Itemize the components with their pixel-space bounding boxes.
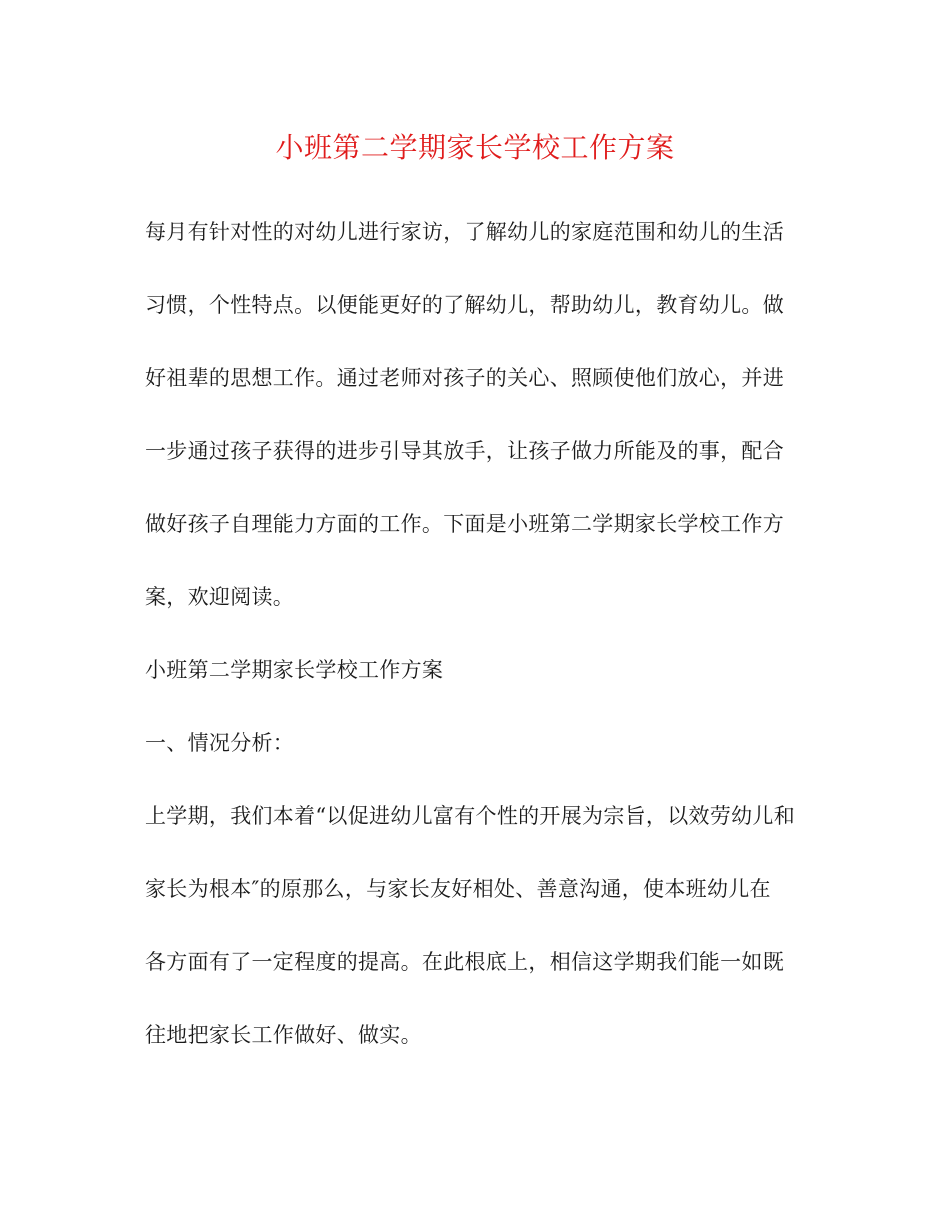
body-line-3: 好祖辈的思想工作。通过老师对孩子的关心、照顾使他们放心，并进 bbox=[145, 366, 784, 390]
body-line-12: 往地把家长工作做好、做实。 bbox=[145, 1023, 422, 1047]
body-line-4: 一步通过孩子获得的进步引导其放手，让孩子做力所能及的事，配合 bbox=[145, 439, 784, 463]
body-line-10: 家长为根本″的原那么，与家长友好相处、善意沟通，使本班幼儿在 bbox=[145, 877, 771, 901]
body-line-2: 习惯，个性特点。以便能更好的了解幼儿，帮助幼儿，教育幼儿。做 bbox=[145, 293, 784, 317]
body-line-1: 每月有针对性的对幼儿进行家访，了解幼儿的家庭范围和幼儿的生活 bbox=[145, 220, 784, 244]
body-line-5: 做好孩子自理能力方面的工作。下面是小班第二学期家长学校工作方 bbox=[145, 512, 784, 536]
section-title-line: 小班第二学期家长学校工作方案 bbox=[145, 658, 444, 682]
body-line-6: 案，欢迎阅读。 bbox=[145, 585, 295, 609]
section-heading-1: 一、情况分析： bbox=[145, 731, 295, 755]
body-line-9: 上学期，我们本着“以促进幼儿富有个性的开展为宗旨，以效劳幼儿和 bbox=[145, 804, 796, 828]
document-title: 小班第二学期家长学校工作方案 bbox=[275, 131, 675, 164]
body-line-11: 各方面有了一定程度的提高。在此根底上，相信这学期我们能一如既 bbox=[145, 950, 784, 974]
